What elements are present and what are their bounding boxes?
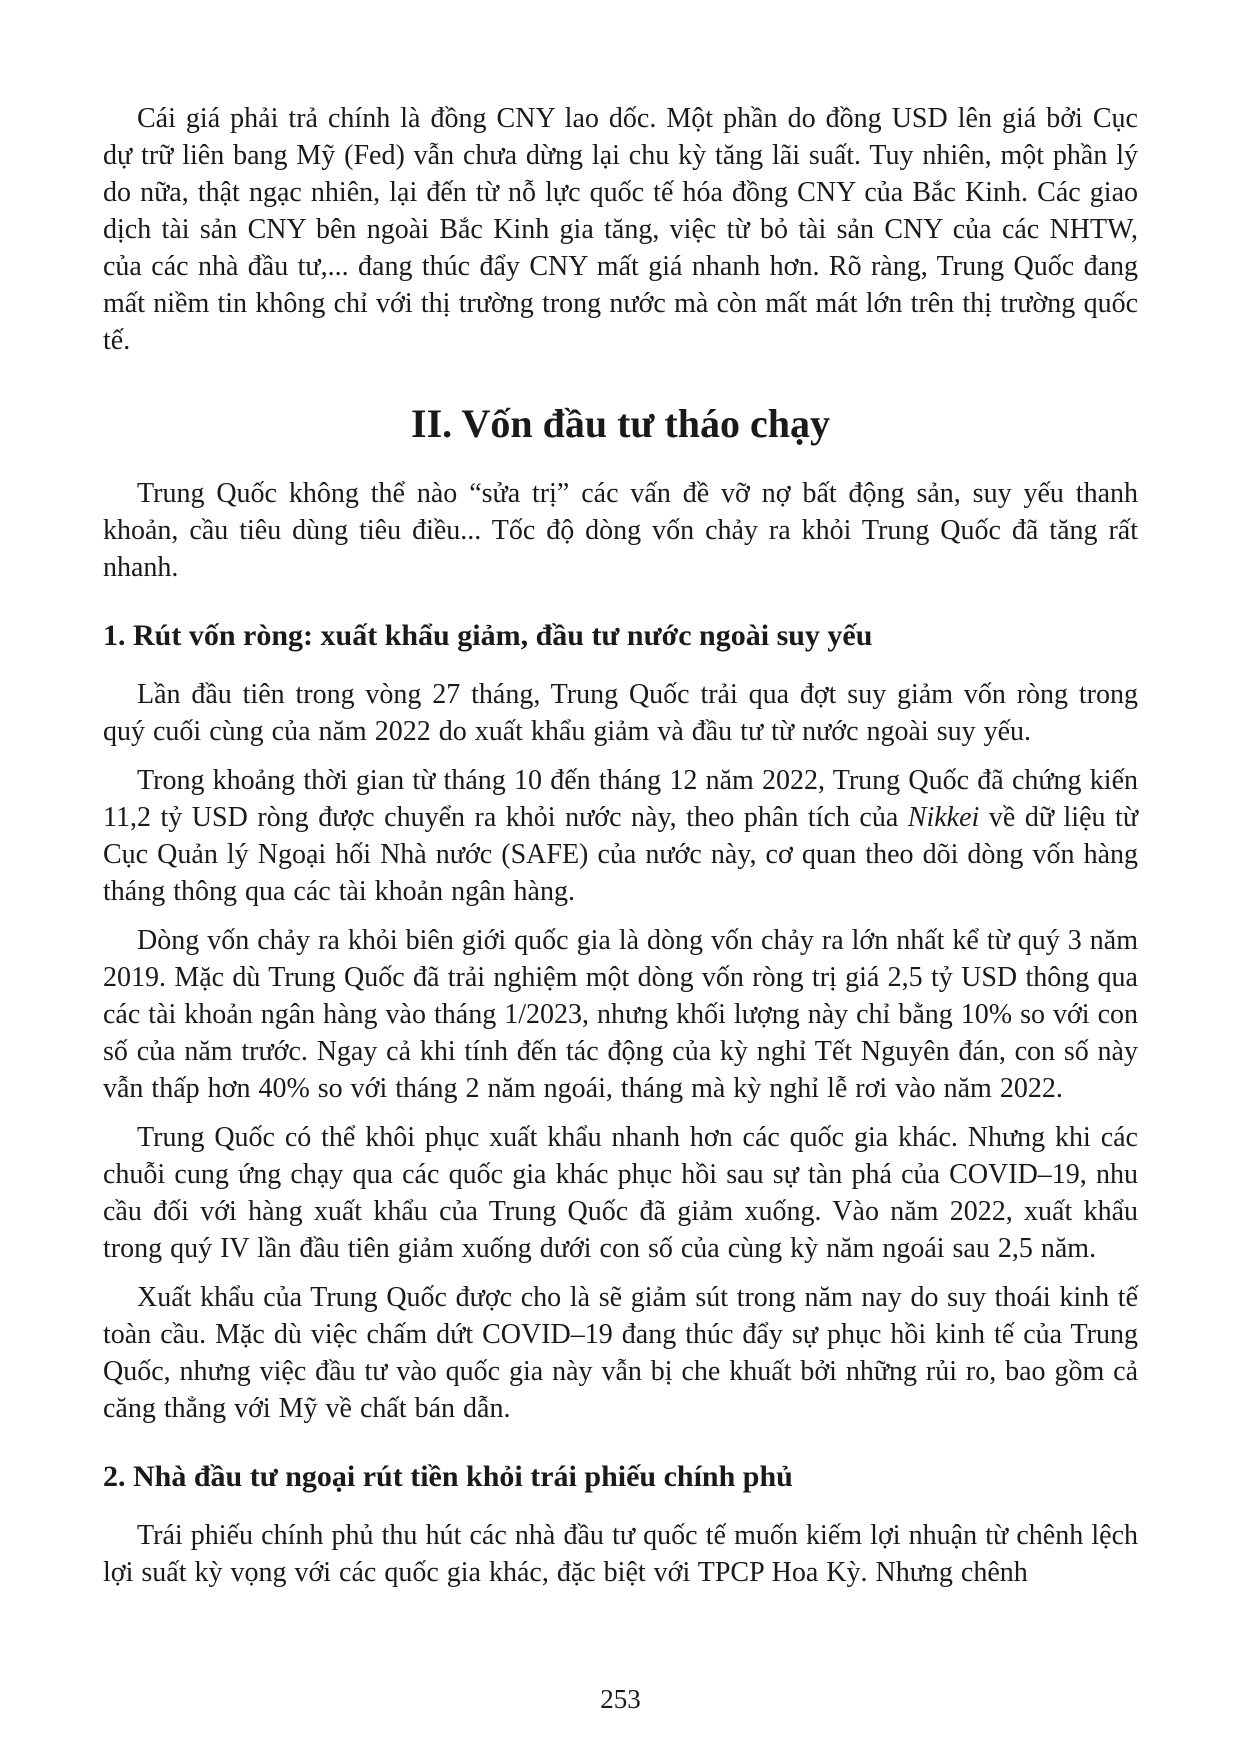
section1-paragraph-2-before: Trong khoảng thời gian từ tháng 10 đến tháng 12 năm 2022, Trung Quốc đã chứng kiến 11,2 tỷ USD ròng được chuyển ra khỏi nước này, theo phân tích của	[103, 765, 1138, 833]
section1-paragraph-4: Trung Quốc có thể khôi phục xuất khẩu nhanh hơn các quốc gia khác. Nhưng khi các chuỗi cung ứng chạy qua các quốc gia khác phục hồi sau sự tàn phá của COVID–19, nhu cầu đối với hàng xuất khẩu của Trung Quốc đã giảm xuống. Vào năm 2022, xuất khẩu trong quý IV lần đầu tiên giảm xuống dưới con số của cùng kỳ năm ngoái sau 2,5 năm.	[103, 1122, 1138, 1264]
section2-paragraph-1: Trái phiếu chính phủ thu hút các nhà đầu tư quốc tế muốn kiếm lợi nhuận từ chênh lệch lợi suất kỳ vọng với các quốc gia khác, đặc biệt với TPCP Hoa Kỳ. Nhưng chênh	[103, 1520, 1138, 1588]
intro-paragraph: Cái giá phải trả chính là đồng CNY lao dốc. Một phần do đồng USD lên giá bởi Cục dự trữ liên bang Mỹ (Fed) vẫn chưa dừng lại chu kỳ tăng lãi suất. Tuy nhiên, một phần lý do nữa, thật ngạc nhiên, lại đến từ nỗ lực quốc tế hóa đồng CNY của Bắc Kinh. Các giao dịch tài sản CNY bên ngoài Bắc Kinh gia tăng, việc từ bỏ tài sản CNY của các NHTW, của các nhà đầu tư,... đang thúc đẩy CNY mất giá nhanh hơn. Rõ ràng, Trung Quốc đang mất niềm tin không chỉ với thị trường trong nước mà còn mất mát lớn trên thị trường quốc tế.	[103, 103, 1138, 356]
section-heading-main: II. Vốn đầu tư tháo chạy	[411, 401, 830, 446]
section1-paragraph-3: Dòng vốn chảy ra khỏi biên giới quốc gia là dòng vốn chảy ra lớn nhất kể từ quý 3 năm 2019. Mặc dù Trung Quốc đã trải nghiệm một dòng vốn ròng trị giá 2,5 tỷ USD thông qua các tài khoản ngân hàng vào tháng 1/2023, nhưng khối lượng này chỉ bằng 10% so với con số của năm trước. Ngay cả khi tính đến tác động của kỳ nghỉ Tết Nguyên đán, con số này vẫn thấp hơn 40% so với tháng 2 năm ngoái, tháng mà kỳ nghỉ lễ rơi vào năm 2022.	[103, 925, 1139, 1104]
section1-paragraph-2-after: về dữ liệu từ Cục Quản lý Ngoại hối Nhà nước (SAFE) của nước này, cơ quan theo dõi dòng vốn hàng tháng thông qua các tài khoản ngân hàng.	[103, 802, 1138, 907]
page-number: 253	[600, 1684, 641, 1714]
subheading-net-capital-withdrawal: 1. Rút vốn ròng: xuất khẩu giảm, đầu tư nước ngoài suy yếu	[103, 619, 873, 652]
section1-paragraph-1: Lần đầu tiên trong vòng 27 tháng, Trung Quốc trải qua đợt suy giảm vốn ròng trong quý cuối cùng của năm 2022 do xuất khẩu giảm và đầu tư từ nước ngoài suy yếu.	[103, 679, 1138, 747]
lead-paragraph: Trung Quốc không thể nào “sửa trị” các vấn đề vỡ nợ bất động sản, suy yếu thanh khoản, cầu tiêu dùng tiêu điều... Tốc độ dòng vốn chảy ra khỏi Trung Quốc đã tăng rất nhanh.	[103, 478, 1138, 583]
section1-paragraph-5: Xuất khẩu của Trung Quốc được cho là sẽ giảm sút trong năm nay do suy thoái kinh tế toàn cầu. Mặc dù việc chấm dứt COVID–19 đang thúc đẩy sự phục hồi kinh tế của Trung Quốc, nhưng việc đầu tư vào quốc gia này vẫn bị che khuất bởi những rủi ro, bao gồm cả căng thẳng với Mỹ về chất bán dẫn.	[103, 1282, 1138, 1424]
nikkei-source-name: Nikkei	[907, 802, 980, 833]
section1-paragraph-2	[103, 762, 1138, 910]
subheading-foreign-investors-bonds: 2. Nhà đầu tư ngoại rút tiền khỏi trái phiếu chính phủ	[103, 1460, 793, 1493]
